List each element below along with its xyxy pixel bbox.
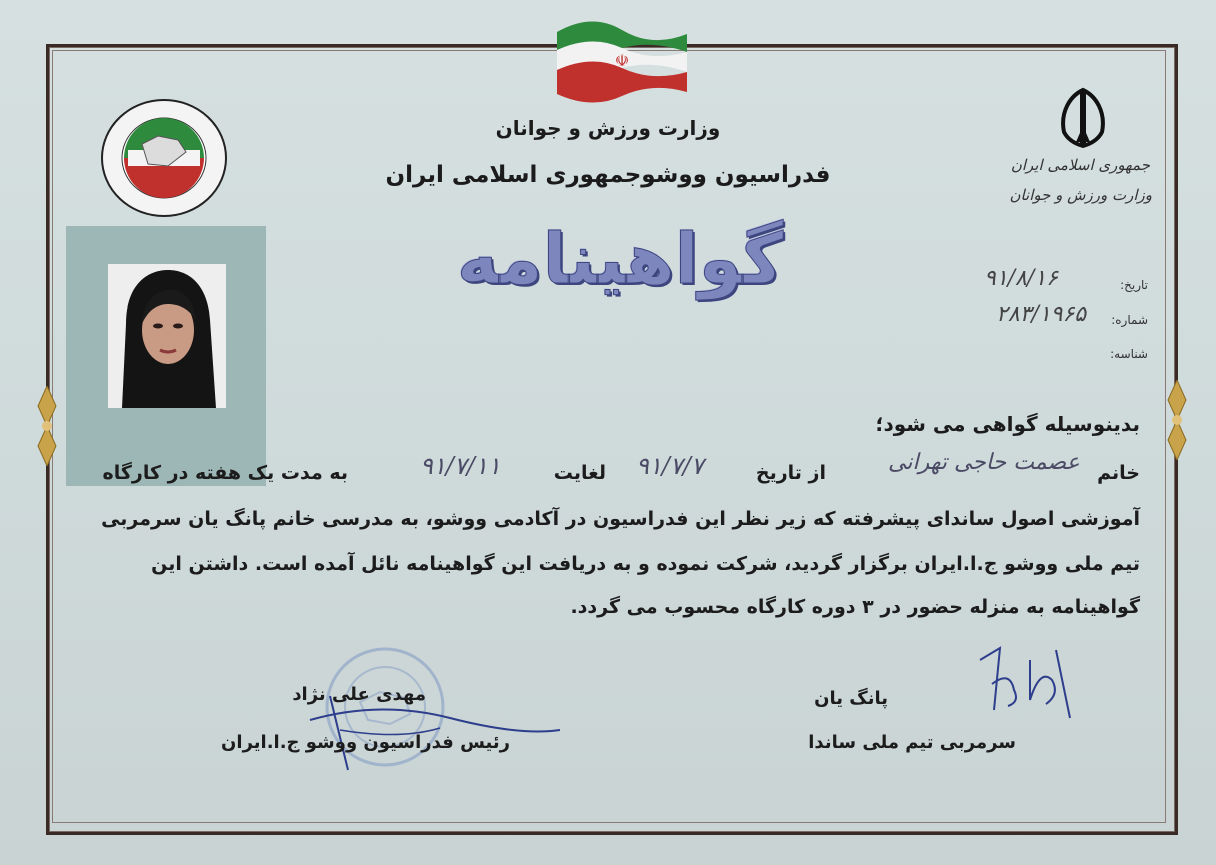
svg-text:☫: ☫ — [614, 51, 630, 70]
duration-text: به مدت یک هفته در کارگاه — [102, 462, 348, 484]
number-label: شماره: — [1111, 313, 1148, 327]
left-ornament-icon — [34, 386, 60, 466]
body-line2: آموزشی اصول ساندای پیشرفته که زیر نظر این فدراسیون در آکادمی ووشو، به مدرسی خانم پانگ یان سرمربی — [101, 508, 1140, 530]
left-signatory-title: رئیس فدراسیون ووشو ج.ا.ایران — [221, 732, 510, 753]
from-label: از تاریخ — [755, 462, 826, 484]
to-label: لغایت — [553, 462, 606, 484]
certificate-title: گواهینامه — [456, 218, 784, 300]
right-signatory-name: پانگ یان — [814, 688, 888, 709]
gov-emblem-line1: جمهوری اسلامی ایران — [1010, 156, 1150, 174]
body-line3: تیم ملی ووشو ج.ا.ایران برگزار گردید، شرکت نموده و به دریافت این گواهینامه نائل آمده است. داشتن این — [151, 553, 1140, 575]
federation-heading: فدراسیون ووشوجمهوری اسلامی ایران — [385, 162, 831, 188]
iran-flag-icon — [552, 12, 692, 104]
wushu-federation-logo — [98, 96, 230, 220]
line1-prefix: خانم — [1097, 462, 1140, 484]
recipient-name-handwritten: عصمت حاجی تهرانی — [888, 450, 1080, 475]
to-date: ۹۱/۷/۱۱ — [420, 452, 501, 480]
date-value: ۹۱/۸/۱۶ — [984, 266, 1058, 291]
right-signatory-title: سرمربی تیم ملی ساندا — [808, 732, 1016, 753]
right-ornament-icon — [1164, 380, 1190, 460]
gov-emblem-line2: وزارت ورزش و جوانان — [1009, 186, 1152, 204]
intro-line: بدینوسیله گواهی می شود؛ — [875, 412, 1140, 436]
from-date: ۹۱/۷/۷ — [636, 452, 704, 480]
ministry-heading: وزارت ورزش و جوانان — [495, 116, 721, 140]
date-label: تاریخ: — [1120, 278, 1148, 292]
body-line4: گواهینامه به منزله حضور در ۳ دوره کارگاه محسوب می گردد. — [570, 596, 1140, 618]
number-value: ۲۸۳/۱۹۶۵ — [996, 302, 1087, 327]
portrait-photo — [108, 264, 226, 408]
left-signatory-name: مهدی علی نژاد — [292, 684, 426, 705]
right-signature-scribble — [970, 640, 1080, 730]
id-label: شناسه: — [1110, 347, 1148, 361]
portrait-figure-icon — [108, 264, 226, 408]
